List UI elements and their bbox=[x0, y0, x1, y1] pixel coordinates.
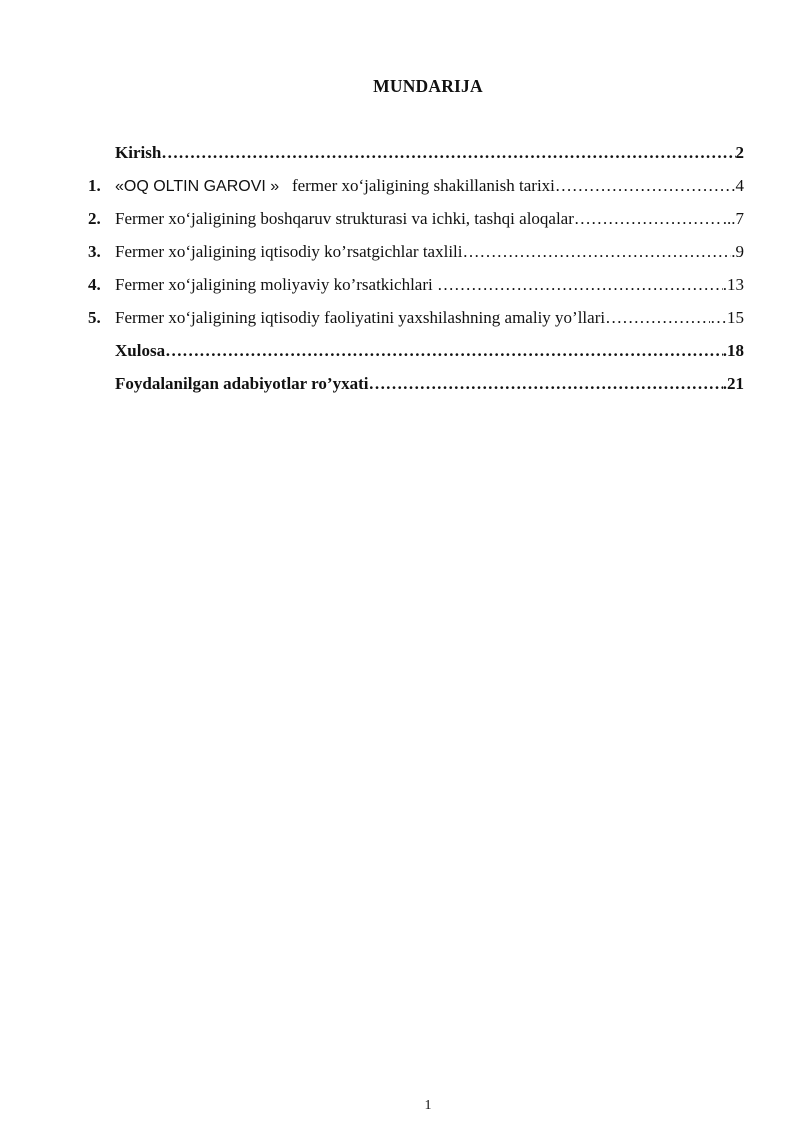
toc-entry-title bbox=[115, 305, 605, 331]
toc-dot-leader bbox=[165, 338, 723, 364]
page-number: 1 bbox=[424, 1098, 432, 1113]
toc-entry-page: ...7 bbox=[722, 209, 744, 228]
page-title: MUNDARIJA bbox=[373, 76, 483, 96]
toc-dot-leader bbox=[555, 173, 731, 199]
toc-entry-title bbox=[115, 173, 555, 200]
toc-entry-title bbox=[115, 239, 463, 265]
toc-entry-page: .4 bbox=[731, 176, 744, 195]
toc-entry-page: 2 bbox=[735, 143, 744, 162]
toc-entry-title-text: Kirish bbox=[115, 143, 162, 162]
toc-entry-title-prefix: «OQ OLTIN GAROVI » bbox=[115, 178, 280, 195]
toc-dot-leader bbox=[574, 206, 723, 232]
toc-entry-number: 3. bbox=[88, 242, 101, 261]
toc-entry-page: .18 bbox=[722, 341, 744, 360]
toc-entry-xulosa[interactable] bbox=[88, 338, 744, 371]
toc-entry-title-text: Fermer xo‘jaligining iqtisodiy faoliyatini yaxshilashning amaliy yo’llari bbox=[115, 308, 606, 327]
toc-entry-title bbox=[115, 272, 437, 298]
toc-entry-number: 4. bbox=[88, 275, 101, 294]
toc-entry-title-text: Fermer xo‘jaligining moliyaviy ko’rsatkichlari bbox=[115, 275, 437, 294]
toc-entry-4[interactable] bbox=[88, 272, 744, 305]
toc-dot-leader bbox=[437, 272, 723, 298]
toc-entry-page: .9 bbox=[731, 242, 744, 261]
toc-entry-title bbox=[115, 206, 574, 232]
toc-entry-adabiyotlar[interactable] bbox=[88, 371, 744, 404]
toc-entry-title-text: Foydalanilgan adabiyotlar ro’yxati bbox=[115, 374, 369, 393]
toc-entry-title-text: fermer xo‘jaligining shakillanish tarixi bbox=[279, 176, 555, 195]
toc-dot-leader bbox=[463, 239, 732, 265]
toc-entry-number: 2. bbox=[88, 209, 101, 228]
toc-entry-number: 5. bbox=[88, 308, 101, 327]
table-of-contents bbox=[88, 140, 744, 404]
toc-entry-kirish[interactable] bbox=[88, 140, 744, 173]
toc-entry-5[interactable] bbox=[88, 305, 744, 338]
toc-entry-title bbox=[115, 338, 165, 364]
toc-entry-number: 1. bbox=[88, 176, 101, 195]
toc-entry-title-text: Xulosa bbox=[115, 341, 166, 360]
toc-entry-title bbox=[115, 371, 368, 397]
toc-entry-page: …15 bbox=[710, 308, 744, 327]
toc-entry-title-text: Fermer xo‘jaligining iqtisodiy ko’rsatgichlar taxlili bbox=[115, 242, 463, 261]
toc-dot-leader bbox=[368, 371, 722, 397]
toc-entry-page: .13 bbox=[722, 275, 744, 294]
toc-entry-title-text: Fermer xo‘jaligining boshqaruv strukturasi va ichki, tashqi aloqalar bbox=[115, 209, 574, 228]
toc-entry-3[interactable] bbox=[88, 239, 744, 272]
toc-entry-title bbox=[115, 140, 161, 166]
toc-entry-2[interactable] bbox=[88, 206, 744, 239]
toc-entry-page: .21 bbox=[722, 374, 744, 393]
toc-entry-1[interactable] bbox=[88, 173, 744, 206]
toc-dot-leader bbox=[161, 140, 735, 166]
toc-dot-leader bbox=[605, 305, 710, 331]
